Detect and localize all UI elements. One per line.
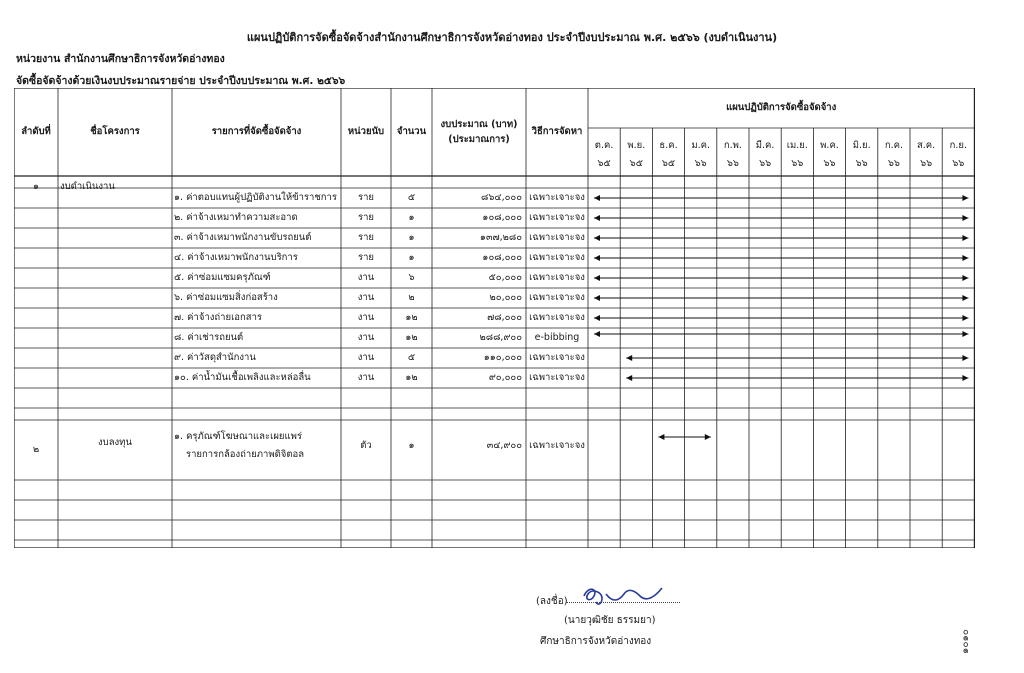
header-item: รายการที่จัดซื้อจัดจ้าง xyxy=(211,126,302,137)
group-no: ๒ xyxy=(32,444,40,455)
group-name: งบลงทุน xyxy=(98,437,132,448)
header-method: วิธีการจัดหา xyxy=(531,126,583,137)
month-year: ๖๖ xyxy=(726,158,739,169)
item-unit: ราย xyxy=(357,232,374,243)
header-plan: แผนปฏิบัติการจัดซื้อจัดจ้าง xyxy=(726,102,837,113)
item-unit: ราย xyxy=(357,212,374,223)
capital-item-name: ๑. ครุภัณฑ์โฆษณาและเผยแพร่ xyxy=(174,431,302,442)
month-label: ส.ค. xyxy=(916,140,936,151)
timeline-arrow xyxy=(626,375,968,381)
item-method: เฉพาะเจาะจง xyxy=(529,232,585,243)
item-budget: ๑๑๐,๐๐๐ xyxy=(483,352,522,363)
header-budget: งบประมาณ (บาท) xyxy=(440,119,518,130)
item-name: ๖. ค่าซ่อมแซมสิ่งก่อสร้าง xyxy=(174,292,278,303)
month-year: ๖๖ xyxy=(855,158,868,169)
group-no: ๑ xyxy=(32,181,40,192)
month-label: พ.ย. xyxy=(627,140,646,151)
item-unit: ราย xyxy=(357,192,374,203)
capital-item-qty: ๑ xyxy=(408,440,415,451)
month-label: ก.ค. xyxy=(884,140,903,151)
item-method: เฉพาะเจาะจง xyxy=(529,352,585,363)
month-year: ๖๖ xyxy=(823,158,836,169)
item-qty: ๕ xyxy=(407,192,416,203)
item-qty: ๑๒ xyxy=(405,332,418,343)
month-label: ก.พ. xyxy=(723,140,742,151)
month-year: ๖๖ xyxy=(694,158,707,169)
item-qty: ๕ xyxy=(407,352,416,363)
item-qty: ๑๒ xyxy=(405,312,418,323)
item-method: เฉพาะเจาะจง xyxy=(529,292,585,303)
month-year: ๖๕ xyxy=(597,158,611,169)
capital-item-unit: ตัว xyxy=(360,440,372,451)
item-qty: ๑ xyxy=(408,232,415,243)
item-qty: ๑ xyxy=(408,252,415,263)
month-label: ม.ค. xyxy=(691,140,711,151)
item-method: เฉพาะเจาะจง xyxy=(529,212,585,223)
budget-source-label: จัดซื้อจัดจ้างด้วยเงินงบประมาณรายจ่าย ประจำปีงบประมาณ พ.ศ. ๒๕๖๖ xyxy=(16,75,346,87)
item-name: ๑. ค่าตอบแทนผู้ปฏิบัติงานให้ข้าราชการ xyxy=(174,192,337,203)
item-unit: งาน xyxy=(357,332,375,343)
signature-label: (ลงชื่อ) xyxy=(536,596,568,607)
month-year: ๖๖ xyxy=(759,158,772,169)
month-year: ๖๕ xyxy=(661,158,676,169)
month-label: ต.ค. xyxy=(594,140,614,151)
capital-item-detail: รายการกล้องถ่ายภาพดิจิตอล xyxy=(186,449,305,460)
signatory-name: (นายวุฒิชัย ธรรมยา) xyxy=(564,615,656,626)
item-unit: ราย xyxy=(357,252,374,263)
timeline-arrow xyxy=(626,355,968,361)
header-unit: หน่วยนับ xyxy=(347,126,385,137)
item-name: ๘. ค่าเช่ารถยนต์ xyxy=(174,332,244,343)
month-label: เม.ย. xyxy=(786,140,808,151)
item-unit: งาน xyxy=(357,292,375,303)
signatory-position: ศึกษาธิการจังหวัดอ่างทอง xyxy=(540,636,652,647)
item-qty: ๒ xyxy=(408,292,415,303)
header-no: ลำดับที่ xyxy=(21,126,51,137)
item-method: เฉพาะเจาะจง xyxy=(529,252,585,263)
item-method: เฉพาะเจาะจง xyxy=(529,312,585,323)
item-budget: ๑๓๗,๒๘๐ xyxy=(479,232,522,243)
month-label: ก.ย. xyxy=(949,140,967,151)
month-label: มี.ค. xyxy=(755,140,775,151)
header-budget-note: (ประมาณการ) xyxy=(448,134,510,145)
item-unit: งาน xyxy=(357,372,375,383)
agency-label: หน่วยงาน สำนักงานศึกษาธิการจังหวัดอ่างทอง xyxy=(16,53,225,65)
capital-item-method: เฉพาะเจาะจง xyxy=(529,440,585,451)
item-budget: ๑๐๘,๐๐๐ xyxy=(482,212,522,223)
item-method: e-bibbing xyxy=(534,332,580,343)
page-mark: ๑๐๑๐ xyxy=(960,629,971,654)
item-unit: งาน xyxy=(357,352,375,363)
item-qty: ๖ xyxy=(408,272,415,283)
item-budget: ๑๐๘,๐๐๐ xyxy=(482,252,522,263)
signature-image xyxy=(578,580,678,606)
item-unit: งาน xyxy=(357,272,375,283)
month-label: ธ.ค. xyxy=(659,140,678,151)
item-budget: ๘๖๔,๐๐๐ xyxy=(481,192,522,203)
month-year: ๖๕ xyxy=(629,158,643,169)
item-method: เฉพาะเจาะจง xyxy=(529,372,585,383)
item-budget: ๒๘๘,๙๐๐ xyxy=(479,332,522,343)
item-name: ๕. ค่าซ่อมแซมครุภัณฑ์ xyxy=(174,272,271,283)
item-budget: ๗๘,๐๐๐ xyxy=(487,312,522,323)
header-qty: จำนวน xyxy=(396,126,427,137)
item-unit: งาน xyxy=(357,312,375,323)
header-project: ชื่อโครงการ xyxy=(90,126,140,137)
item-qty: ๑ xyxy=(408,212,415,223)
item-name: ๗. ค่าจ้างถ่ายเอกสาร xyxy=(174,312,263,323)
item-name: ๑๐. ค่าน้ำมันเชื้อเพลิงและหล่อลื่น xyxy=(174,372,311,383)
item-budget: ๒๐,๐๐๐ xyxy=(489,292,522,303)
month-label: มิ.ย. xyxy=(852,140,871,151)
month-label: พ.ค. xyxy=(820,140,839,151)
group-name: งบดำเนินงาน xyxy=(60,181,115,192)
month-year: ๖๖ xyxy=(920,158,933,169)
item-budget: ๕๐,๐๐๐ xyxy=(488,272,522,283)
item-method: เฉพาะเจาะจง xyxy=(529,272,585,283)
month-year: ๖๖ xyxy=(952,158,965,169)
month-year: ๖๖ xyxy=(791,158,804,169)
item-name: ๒. ค่าจ้างเหมาทำความสะอาด xyxy=(174,212,298,223)
item-method: เฉพาะเจาะจง xyxy=(529,192,585,203)
item-name: ๙. ค่าวัสดุสำนักงาน xyxy=(174,352,256,363)
document-title: แผนปฏิบัติการจัดซื้อจัดจ้างสำนักงานศึกษาธิการจังหวัดอ่างทอง ประจำปีงบประมาณ พ.ศ. ๒๕๖๖ (งบดำเนินงาน) xyxy=(246,31,778,44)
item-name: ๓. ค่าจ้างเหมาพนักงานขับรถยนต์ xyxy=(174,232,312,243)
item-qty: ๑๒ xyxy=(405,372,418,383)
month-year: ๖๖ xyxy=(887,158,900,169)
item-budget: ๙๐,๐๐๐ xyxy=(488,372,522,383)
item-name: ๔. ค่าจ้างเหมาพนักงานบริการ xyxy=(174,252,298,263)
capital-item-budget: ๓๔,๙๐๐ xyxy=(486,440,522,451)
